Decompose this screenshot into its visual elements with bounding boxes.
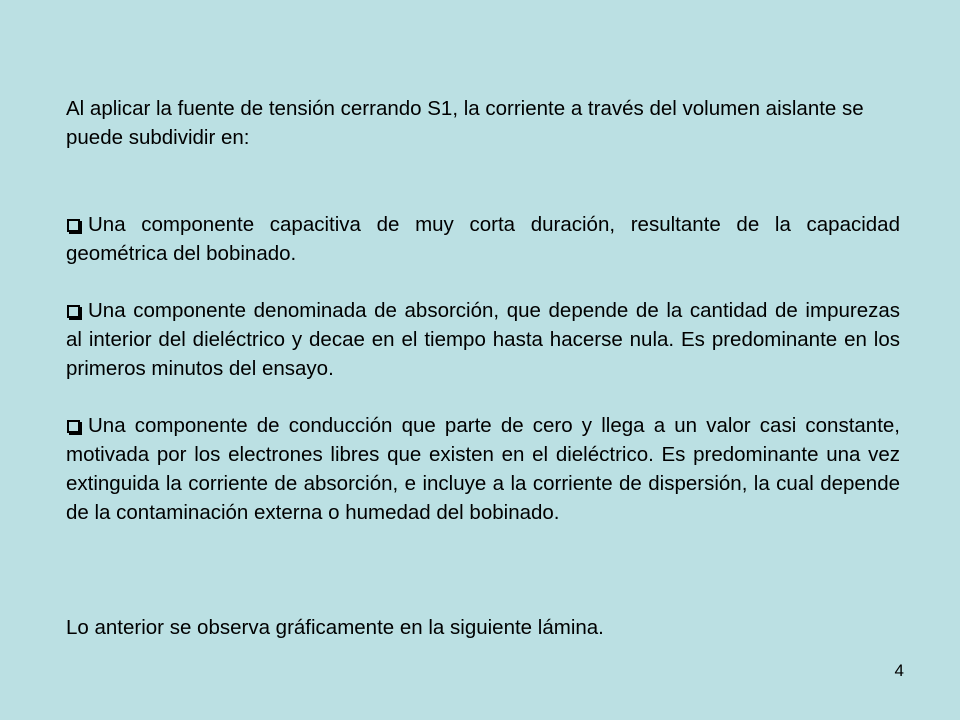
page-number: 4 [894, 661, 904, 680]
intro-paragraph: Al aplicar la fuente de tensión cerrando S1, la corriente a través del volumen aislante se puede subdividir en: [66, 97, 864, 149]
bullet-item [66, 411, 900, 527]
closing-paragraph: Lo anterior se observa gráficamente en la siguiente lámina. [66, 616, 604, 639]
bullet-item [66, 210, 900, 268]
bullet-item [66, 296, 900, 383]
bullet-text: Una componente de conducción que parte de cero y llega a un valor casi constante, motivada por los electrones libres que existen en el dieléctrico. Es predominante una vez extinguida la corriente de absorción, e incluye a la corriente de dispersión, la cual depende de la contaminación externa o humedad del bobinado. [66, 414, 900, 524]
bullet-text: Una componente capacitiva de muy corta duración, resultante de la capacidad geométrica del bobinado. [66, 213, 900, 265]
checkbox-icon [67, 219, 80, 232]
checkbox-icon [67, 305, 80, 318]
bullet-text: Una componente denominada de absorción, que depende de la cantidad de impurezas al interior del dieléctrico y decae en el tiempo hasta hacerse nula. Es predominante en los primeros minutos del ensayo. [66, 299, 900, 380]
checkbox-icon [67, 420, 80, 433]
